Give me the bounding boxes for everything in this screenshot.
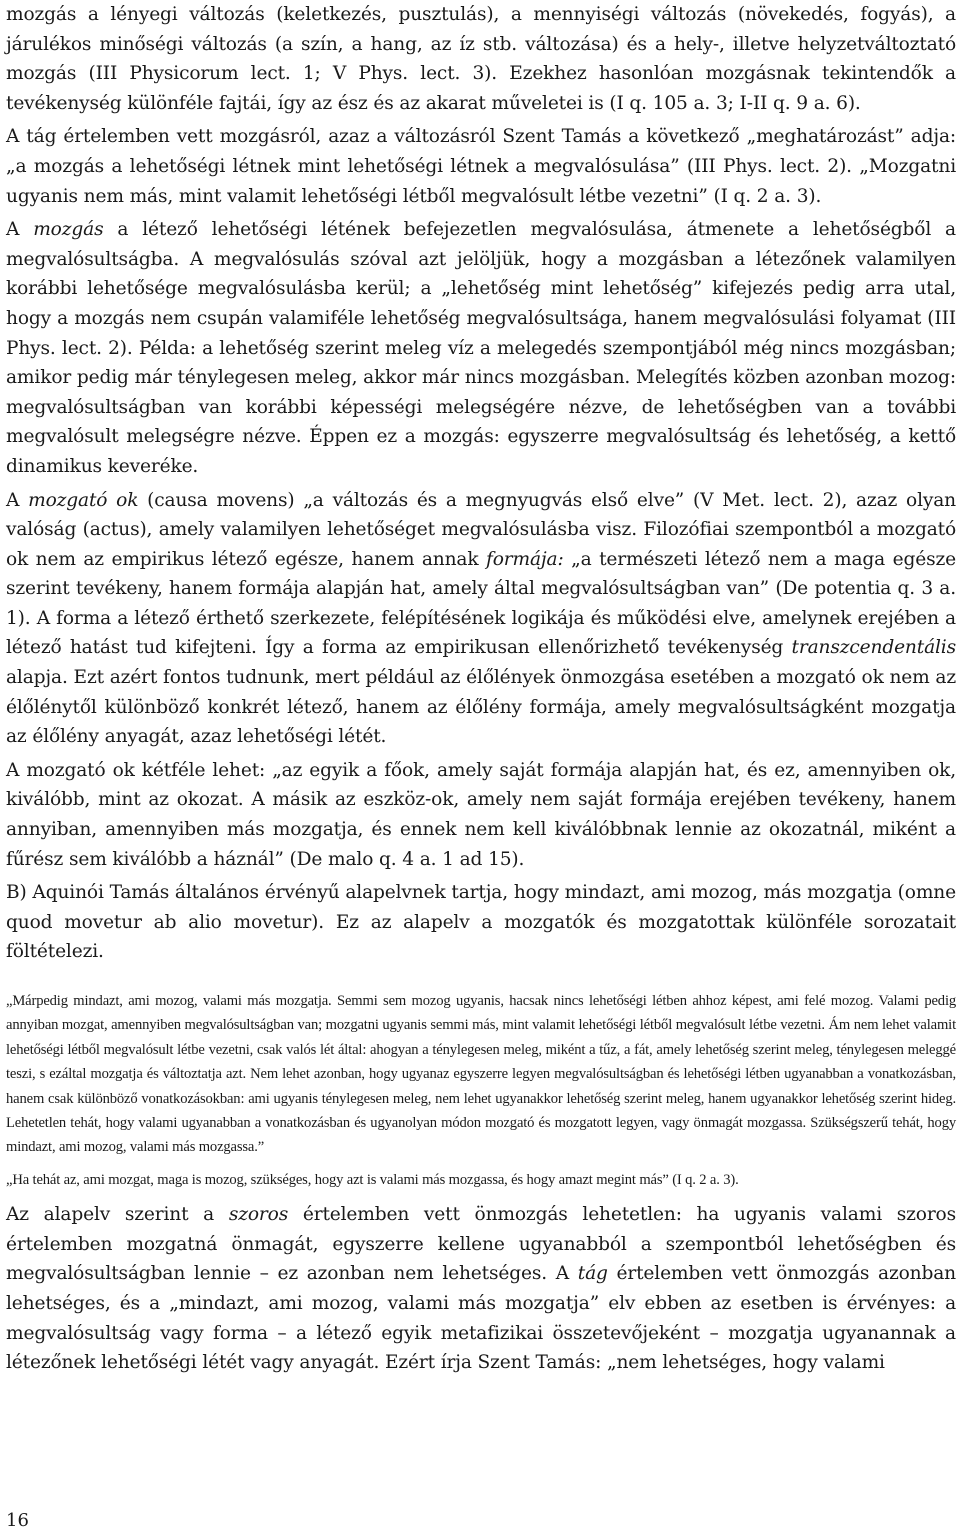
paragraph-text: értelemben vett önmozgás lehetetlen: ha ugyanis valami szoros értelemben mozgatná önmagát, egyszerre kellene ugyanabból a szempontból lehetőségben és megvalósultságban lennie – ez azonban nem lehetséges. A <box>6 1204 956 1285</box>
italic-term-transzcendentalis: transzcendentális <box>791 637 956 659</box>
paragraph-text: értelemben vett önmozgás azonban lehetséges, és a „mindazt, ami mozog, valami más mozgatja” elv ebben az esetben is érvényes: a megvalósultság vagy forma – a létező egyik metafizikai összetevőjeként – mozgatja ugyanannak a létezőnek lehetőségi létét vagy anyagát. Ezért írja Szent Tamás: „nem lehetséges, hogy valami <box>6 1263 957 1374</box>
paragraph-1 <box>6 0 956 118</box>
paragraph-text: (causa movens) „a változás és a megnyugvás első elve” (V Met. lect. 2), azaz olyan valóság (actus), amely valamilyen lehetőséget megvalósulásba visz. Filozófiai szempontból a mozgató ok nem az empirikus létező egésze, hanem annak <box>6 489 956 570</box>
block-quotes <box>6 989 956 1192</box>
paragraph-text: a létező lehetőségi létének befejezetlen megvalósulása, átmenete a lehetőségből a megvalósultságba. A megvalósulás szóval azt jelöljük, hogy a mozgásban a létezőnek valamilyen korábbi lehetősége megvalósulásba kerül; a „lehetőség mint lehetőség” kifejezés pedig arra utal, hogy a mozgás nem csupán valamiféle lehetőség megvalósultsága, hanem megvalósulási folyamat (III Phys. lect. 2). Példa: a lehetőség szerint meleg víz a melegedés szempontjából még nincs mozgásban; amikor pedig már ténylegesen meleg, akkor már nincs mozgásban. Melegítés közben azonban mozog: megvalósultságban van korábbi képességi melegségére nézve, de lehetőségben van a további megvalósult melegségre nézve. Éppen ez a mozgás: egyszerre megvalósultság és lehetőség, a kettő dinamikus keveréke. <box>6 219 957 477</box>
block-quote-1: „Márpedig mindazt, ami mozog, valami más mozgatja. Semmi sem mozog ugyanis, hacsak nincs lehetőségi létben ahhoz képest, ami felé mozog. Valami pedig annyiban mozgat, amennyiben megvalósultságban van; mozgatni ugyanis semmi más, mint valamit lehetőségi létből megvalósult létbe vezetni. Ám nem lehet valamit lehetőségi létből megvalósult létbe vezetni, csak valós lét által: ahogyan a ténylegesen meleg, miként a tűz, a fát, amely lehetőség szerint meleg, ténylegesen meleggé teszi, s ezáltal mozgatja és változtatja azt. Nem lehet azonban, hogy ugyanaz egyszerre legyen megvalósultságban és lehetőségi létben ugyanabban a vonatkozásban, hanem csak különböző vonatkozásokban: ami ugyanis ténylegesen meleg, nem lehet ugyanakkor lehetőség szerint meleg, hanem ugyanakkor lehetőség szerint hideg. Lehetetlen tehát, hogy valami ugyanabban a vonatkozásban és ugyanolyan módon mozgató és mozgatott legyen, vagy önmagát mozgassa. Szükségszerű tehát, hogy mindazt, ami mozog, valami más mozgassa.” <box>6 993 956 1156</box>
paragraph-3 <box>6 215 956 481</box>
paragraph-5 <box>6 756 956 874</box>
paragraph-6 <box>6 878 956 967</box>
closing-paragraph <box>6 1200 956 1378</box>
paragraph-text: B) Aquinói Tamás általános érvényű alapelvnek tartja, hogy mindazt, ami mozog, más mozgatja (omne quod movetur ab alio movetur). Ez az alapelv a mozgatók és mozgatottak különféle sorozatait föltételezi. <box>6 882 956 963</box>
italic-term-mozgas: mozgás <box>33 219 104 241</box>
paragraph-text: „a természeti létező nem a maga egésze szerint tevékeny, hanem formája alapján hat, amely által megvalósultságban van” (De potentia q. 3 a. 1). A forma a létező érthető szerkezete, felépítésének logikája és működési elve, amelynek erejében a létező hatást tud kifejteni. Így a forma az empirikusan ellenőrizhető tevékenység <box>6 548 956 659</box>
italic-term-tag: tág <box>577 1263 608 1285</box>
paragraph-text: Az alapelv szerint a <box>6 1204 229 1226</box>
italic-term-formaja: formája: <box>486 548 564 570</box>
document-page <box>6 0 956 1382</box>
paragraph-2 <box>6 122 956 211</box>
italic-term-szoros: szoros <box>228 1204 289 1226</box>
paragraph-text: A mozgató ok kétféle lehet: „az egyik a főok, amely saját formája alapján hat, és ez, amennyiben ok, kiválóbb, mint az okozat. A másik az eszköz-ok, amely nem saját formája erejében tevékeny, hanem annyiban, amennyiben más mozgatja, és ennek nem kell kiválóbbnak lennie az okozatnál, miként a fűrész sem kiválóbb a háznál” (De malo q. 4 a. 1 ad 15). <box>6 759 956 870</box>
paragraph-text: A <box>6 489 29 511</box>
paragraph-text: A <box>6 219 34 241</box>
paragraph-text: alapja. Ezt azért fontos tudnunk, mert például az élőlények önmozgása esetében a mozgató ok nem az élőlénytől különböző konkrét létező, hanem az élőlény formája, amely megvalósultságként mozgatja az élőlény anyagát, azaz lehetőségi létét. <box>6 667 956 748</box>
paragraph-4 <box>6 486 956 752</box>
paragraph-text: mozgás a lényegi változás (keletkezés, pusztulás), a mennyiségi változás (növekedés, fogyás), a járulékos minőségi változás (a szín, a hang, az íz stb. változása) és a hely-, illetve helyzetváltoztató mozgás (III Physicorum lect. 1; V Phys. lect. 3). Ezekhez hasonlóan mozgásnak tekintendők a tevékenység különféle fajtái, így az ész és az akarat műveletei is (I q. 105 a. 3; I-II q. 9 a. 6). <box>6 4 956 114</box>
paragraph-text: A tág értelemben vett mozgásról, azaz a változásról Szent Tamás a következő „meghatározást” adja: „a mozgás a lehetőségi létnek mint lehetőségi létnek a megvalósulása” (III Phys. lect. 2). „Mozgatni ugyanis nem más, mint valamit lehetőségi létből megvalósult létbe vezetni” (I q. 2 a. 3). <box>6 126 956 207</box>
block-quote-2: „Ha tehát az, ami mozgat, maga is mozog, szükséges, hogy azt is valami más mozgassa, és hogy amazt megint más” (I q. 2 a. 3). <box>6 1171 739 1188</box>
page-number: 16 <box>6 1510 29 1531</box>
main-text <box>6 0 956 967</box>
italic-term-mozgato-ok: mozgató ok <box>28 489 139 511</box>
